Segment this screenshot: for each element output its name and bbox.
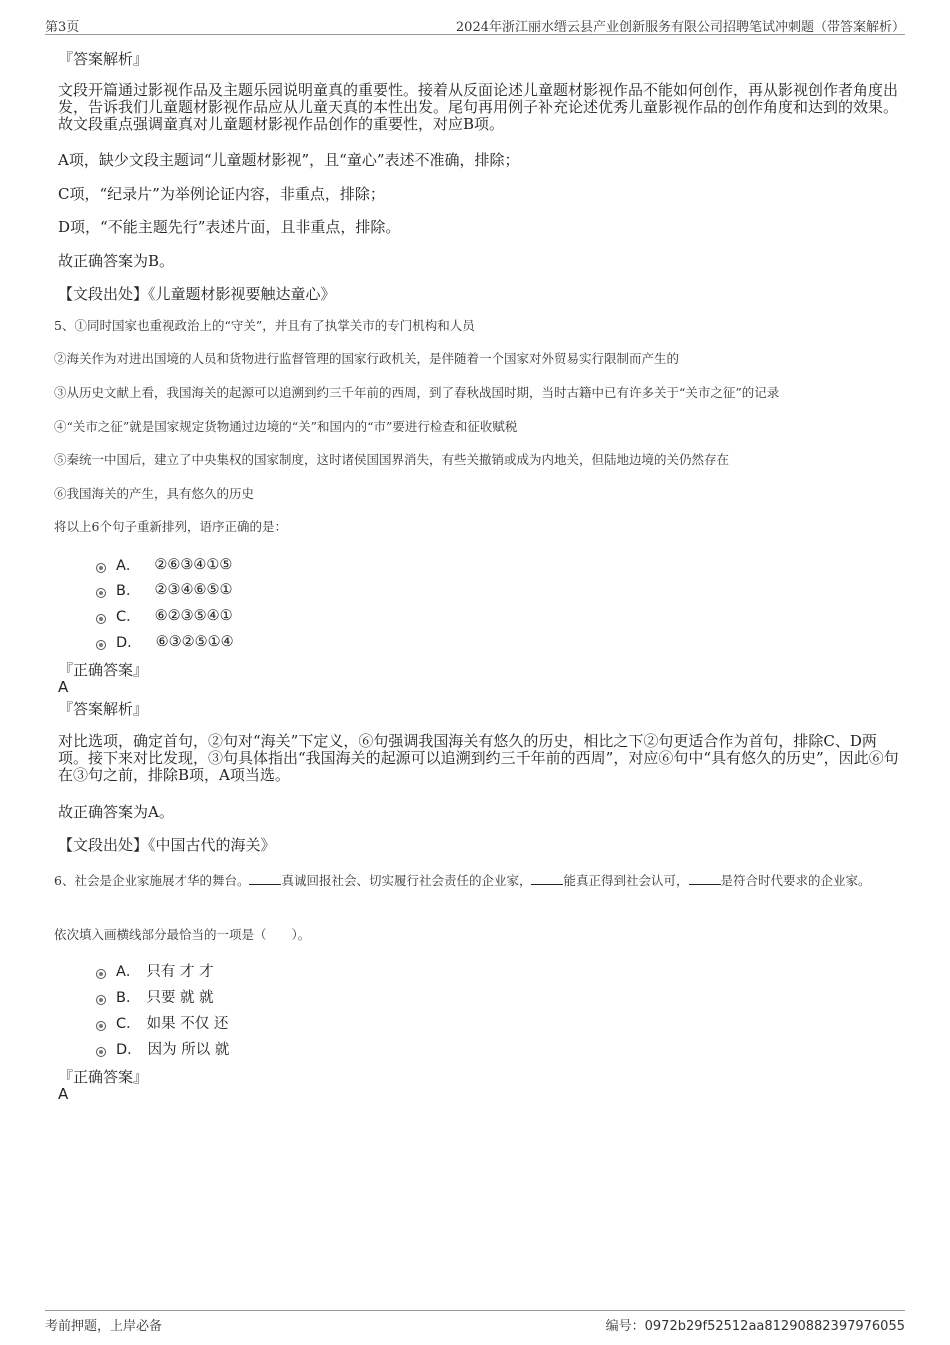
q5-analysis-text: 对比选项，确定首句，②句对“海关”下定义，⑥句强调我国海关有悠久的历史，相比之下②句更适合作为首句，排除C、D两项。接下来对比发现，③句具体指出“我国海关的起源可以追溯到约三千年前的西周”，对应⑥句中“具有悠久的历史”，因此⑥句在③句之前，排除B项，A项当选。 [58,732,899,784]
option-d-analysis: D项，“不能主题先行”表述片面，且非重点，排除。 [58,218,401,236]
q6-option-c[interactable]: C． 如果 不仅 还 [96,1012,228,1033]
q5-correct-answer: A [58,678,69,696]
q5-sentence-4: ④“关市之征”就是国家规定货物通过边境的“关”和国内的“市”要进行检查和征收赋税 [54,419,518,434]
radio-icon[interactable] [96,995,106,1005]
blank-3 [689,874,721,885]
conclusion: 故正确答案为B。 [58,252,175,270]
q5-sentence-1: 5、①同时国家也重视政治上的“守关”，并且有了执掌关市的专门机构和人员 [54,318,475,333]
radio-icon[interactable] [96,969,106,979]
blank-2 [531,874,563,885]
q5-correct-label: 『正确答案』 [58,661,149,679]
q5-option-b[interactable]: B． ②③④⑥⑤① [96,579,232,600]
q5-option-a[interactable]: A． ②⑥③④①⑤ [96,554,232,575]
q5-sentence-2: ②海关作为对进出国境的人员和货物进行监督管理的国家行政机关，是伴随着一个国家对外贸易实行限制而产生的 [54,351,680,366]
page-header [45,14,905,35]
radio-icon[interactable] [96,640,106,650]
q6-stem: 6、社会是企业家施展才华的舞台。 真诚回报社会、切实履行社会责任的企业家， 能真正得到社会认可， 是符合时代要求的企业家。 [54,873,871,888]
q5-conclusion: 故正确答案为A。 [58,803,174,821]
q5-passage-source: 【文段出处】《中国古代的海关》 [58,836,276,854]
radio-icon[interactable] [96,588,106,598]
q6-option-b[interactable]: B． 只要 就 就 [96,986,214,1007]
q5-prompt: 将以上6个句子重新排列，语序正确的是： [54,519,287,534]
option-c-analysis: C项，“纪录片”为举例论证内容，非重点，排除； [58,185,385,203]
q5-sentence-3: ③从历史文献上看，我国海关的起源可以追溯到约三千年前的西周，到了春秋战国时期，当时古籍中已有许多关于“关市之征”的记录 [54,385,780,400]
q6-correct-label: 『正确答案』 [58,1068,149,1086]
page-footer [45,1310,905,1333]
q5-sentence-5: ⑤秦统一中国后，建立了中央集权的国家制度，这时诸侯国国界消失，有些关撤销或成为内地关，但陆地边境的关仍然存在 [54,452,730,467]
radio-icon[interactable] [96,563,106,573]
footer-slogan: 考前押题，上岸必备 [45,1319,163,1334]
q5-sentence-6: ⑥我国海关的产生，具有悠久的历史 [54,486,255,501]
analysis-text: 文段开篇通过影视作品及主题乐园说明童真的重要性。接着从反面论述儿童题材影视作品不能如何创作，再从影视创作者角度出发，告诉我们儿童题材影视作品应从儿童天真的本性出发。尾句再用例子补充论述优秀儿童影视作品的创作角度和达到的效果。故文段重点强调童真对儿童题材影视作品创作的重要性，对应B项。 [58,81,899,133]
analysis-label: 『答案解析』 [58,50,149,68]
radio-icon[interactable] [96,614,106,624]
q6-prompt: 依次填入画横线部分最恰当的一项是（ ）。 [54,927,311,942]
q6-correct-answer: A [58,1085,69,1103]
radio-icon[interactable] [96,1021,106,1031]
page-number: 第3页 [45,20,80,35]
passage-source: 【文段出处】《儿童题材影视要触达童心》 [58,285,336,303]
q6-option-a[interactable]: A． 只有 才 才 [96,960,214,981]
option-a-analysis: A项，缺少文段主题词“儿童题材影视”，且“童心”表述不准确，排除； [58,151,520,169]
document-title: 2024年浙江丽水缙云县产业创新服务有限公司招聘笔试冲刺题（带答案解析） [455,20,905,35]
q5-option-d[interactable]: D． ⑥③②⑤①④ [96,631,234,652]
q5-analysis-label: 『答案解析』 [58,700,149,718]
footer-code: 编号：0972b29f52512aa81290882397976055 [605,1319,905,1334]
q6-option-d[interactable]: D． 因为 所以 就 [96,1038,229,1059]
q5-option-c[interactable]: C． ⑥②③⑤④① [96,605,233,626]
blank-1 [249,874,281,885]
radio-icon[interactable] [96,1047,106,1057]
